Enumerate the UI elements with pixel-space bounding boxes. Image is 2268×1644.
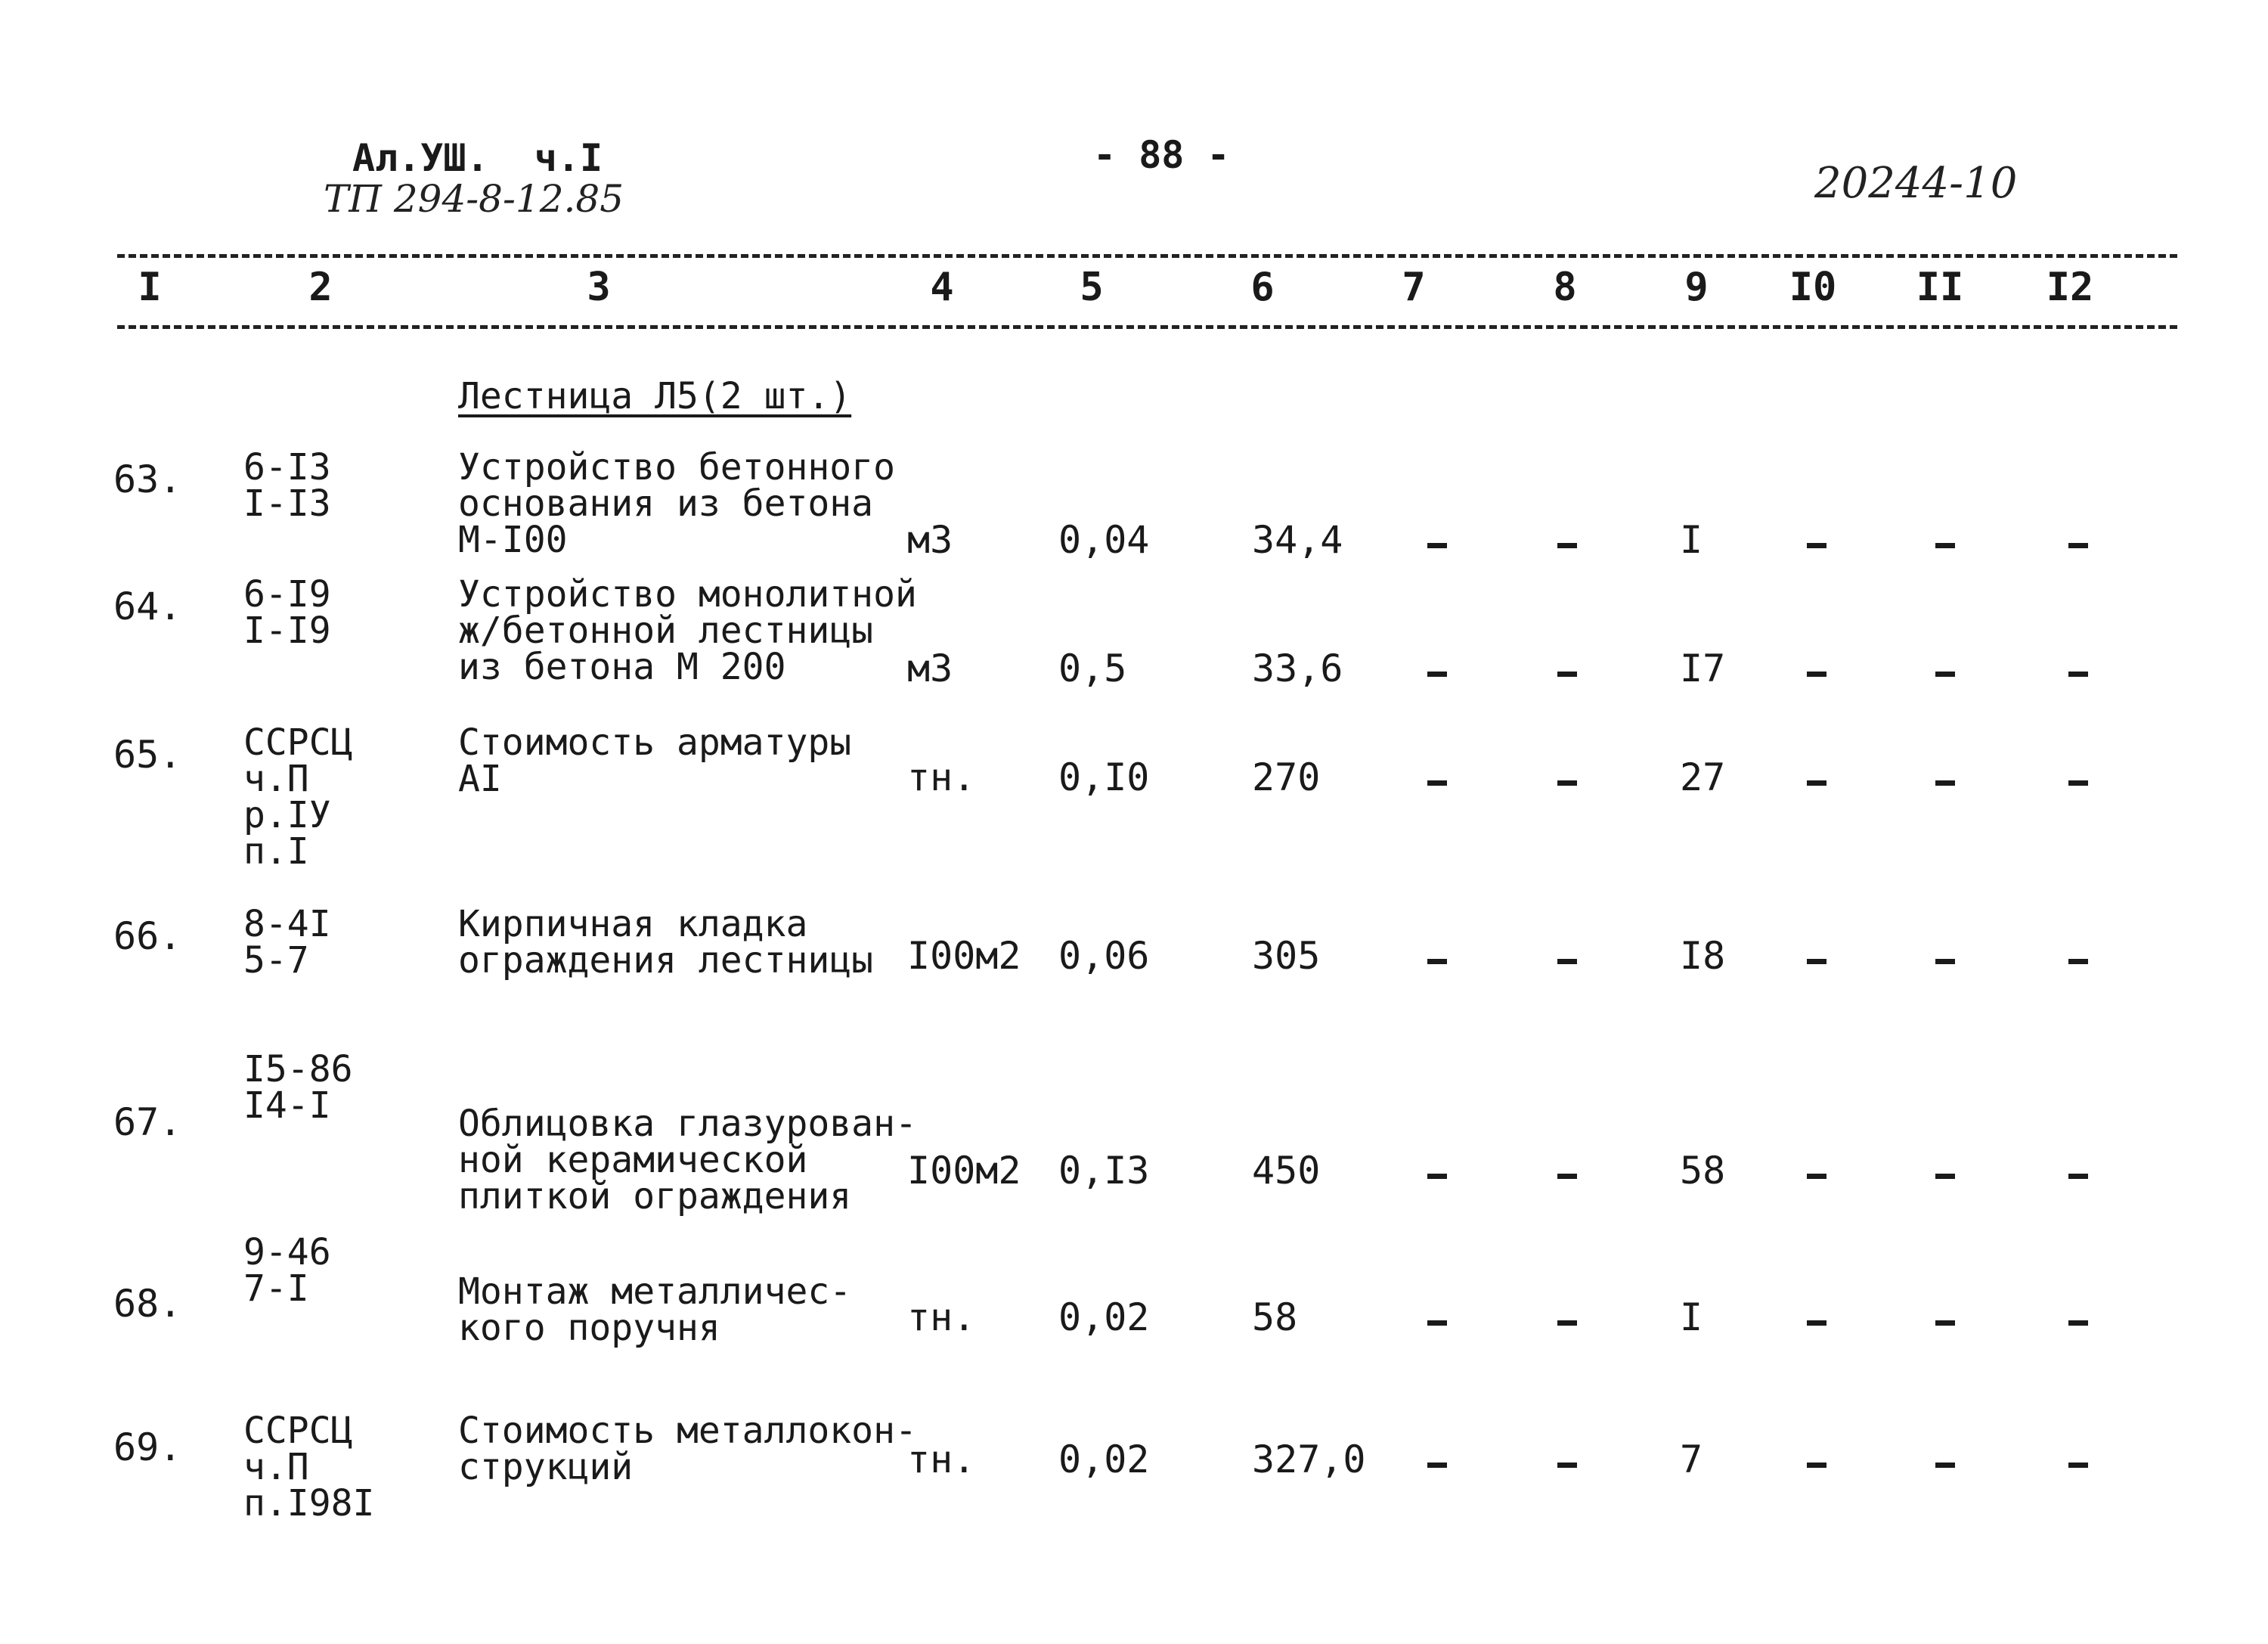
work-description: Стоимость металлокон- струкций [458,1410,917,1488]
header-top-rule [117,254,2177,258]
page-number: - 88 - [1093,133,1230,177]
empty-cell-dash [1935,672,1955,677]
norm-code: 6-I3 I-I3 [243,446,331,525]
unit-price: 327,0 [1252,1438,1366,1481]
quantity: 0,5 [1058,647,1127,690]
row-number: 67. [113,1100,182,1144]
total-value: I [1680,1295,1703,1339]
unit-price: 450 [1252,1149,1321,1193]
empty-cell-dash [1807,1174,1826,1179]
empty-cell-dash [2068,1320,2088,1326]
work-description: Облицовка глазурован- ной керамической плиткой ограждения [458,1103,917,1217]
empty-cell-dash [2068,780,2088,786]
unit-price: 34,4 [1252,518,1343,562]
empty-cell-dash [1427,543,1447,548]
project-code: ТП 294-8-12.85 [324,177,624,221]
empty-cell-dash [1935,959,1955,964]
empty-cell-dash [2068,672,2088,677]
empty-cell-dash [1427,1320,1447,1326]
empty-cell-dash [1807,1320,1826,1326]
unit: тн. [907,755,976,799]
row-number: 65. [113,733,182,777]
quantity: 0,02 [1058,1438,1150,1481]
norm-code: 8-4I 5-7 [243,903,331,982]
empty-cell-dash [1557,1463,1577,1468]
unit: тн. [907,1438,976,1481]
work-description: Кирпичная кладка ограждения лестницы [458,903,874,982]
empty-cell-dash [1557,1320,1577,1326]
empty-cell-dash [1935,1463,1955,1468]
total-value: I [1680,518,1703,562]
quantity: 0,04 [1058,518,1150,562]
empty-cell-dash [1557,1174,1577,1179]
empty-cell-dash [1427,780,1447,786]
empty-cell-dash [2068,1174,2088,1179]
column-header: I0 [1789,265,1837,310]
total-value: 58 [1680,1149,1726,1193]
quantity: 0,02 [1058,1295,1150,1339]
header-bottom-rule [117,325,2177,329]
empty-cell-dash [1807,1463,1826,1468]
unit-price: 58 [1252,1295,1298,1339]
unit-price: 33,6 [1252,647,1343,690]
empty-cell-dash [1427,959,1447,964]
empty-cell-dash [2068,1463,2088,1468]
empty-cell-dash [1935,543,1955,548]
empty-cell-dash [1557,543,1577,548]
empty-cell-dash [2068,959,2088,964]
norm-code: I5-86 I4-I [243,1048,353,1127]
column-header: I [138,265,162,310]
row-number: 63. [113,458,182,501]
empty-cell-dash [1807,672,1826,677]
column-header: 6 [1250,265,1275,310]
unit-price: 305 [1252,934,1321,978]
column-header: II [1916,265,1964,310]
quantity: 0,I0 [1058,755,1150,799]
row-number: 68. [113,1282,182,1326]
archive-number: 20244-10 [1814,159,2018,208]
column-header: 4 [930,265,954,310]
row-number: 66. [113,914,182,958]
empty-cell-dash [1807,959,1826,964]
empty-cell-dash [1557,959,1577,964]
empty-cell-dash [2068,543,2088,548]
norm-code: ССРСЦ ч.П р.IУ п.I [243,721,353,873]
row-number: 64. [113,585,182,628]
norm-code: ССРСЦ ч.П п.I98I [243,1410,375,1525]
work-description: Устройство монолитной ж/бетонной лестницы из бетона М 200 [458,573,917,688]
doc-code: Ал.УШ. ч.I [352,136,603,180]
total-value: I7 [1680,647,1726,690]
column-header: 8 [1553,265,1577,310]
column-header: 9 [1684,265,1709,310]
unit: м3 [907,518,953,562]
empty-cell-dash [1807,543,1826,548]
work-description: Устройство бетонного основания из бетона М-I00 [458,446,895,561]
empty-cell-dash [1935,1174,1955,1179]
column-header: 7 [1402,265,1426,310]
unit: I00м2 [907,1149,1021,1193]
total-value: 7 [1680,1438,1703,1481]
unit: тн. [907,1295,976,1339]
empty-cell-dash [1427,672,1447,677]
unit: м3 [907,647,953,690]
work-description: Монтаж металличес- кого поручня [458,1270,852,1349]
column-header: 2 [308,265,333,310]
empty-cell-dash [1427,1174,1447,1179]
empty-cell-dash [1557,672,1577,677]
total-value: 27 [1680,755,1726,799]
empty-cell-dash [1935,1320,1955,1326]
total-value: I8 [1680,934,1726,978]
work-description: Стоимость арматуры АI [458,721,852,800]
column-header: I2 [2046,265,2094,310]
empty-cell-dash [1935,780,1955,786]
section-title: Лестница Л5(2 шт.) [458,375,852,417]
empty-cell-dash [1427,1463,1447,1468]
column-header: 5 [1080,265,1104,310]
norm-code: 6-I9 I-I9 [243,573,331,652]
unit: I00м2 [907,934,1021,978]
row-number: 69. [113,1425,182,1469]
quantity: 0,I3 [1058,1149,1150,1193]
quantity: 0,06 [1058,934,1150,978]
column-header: 3 [587,265,611,310]
empty-cell-dash [1807,780,1826,786]
unit-price: 270 [1252,755,1321,799]
empty-cell-dash [1557,780,1577,786]
norm-code: 9-46 7-I [243,1231,331,1310]
